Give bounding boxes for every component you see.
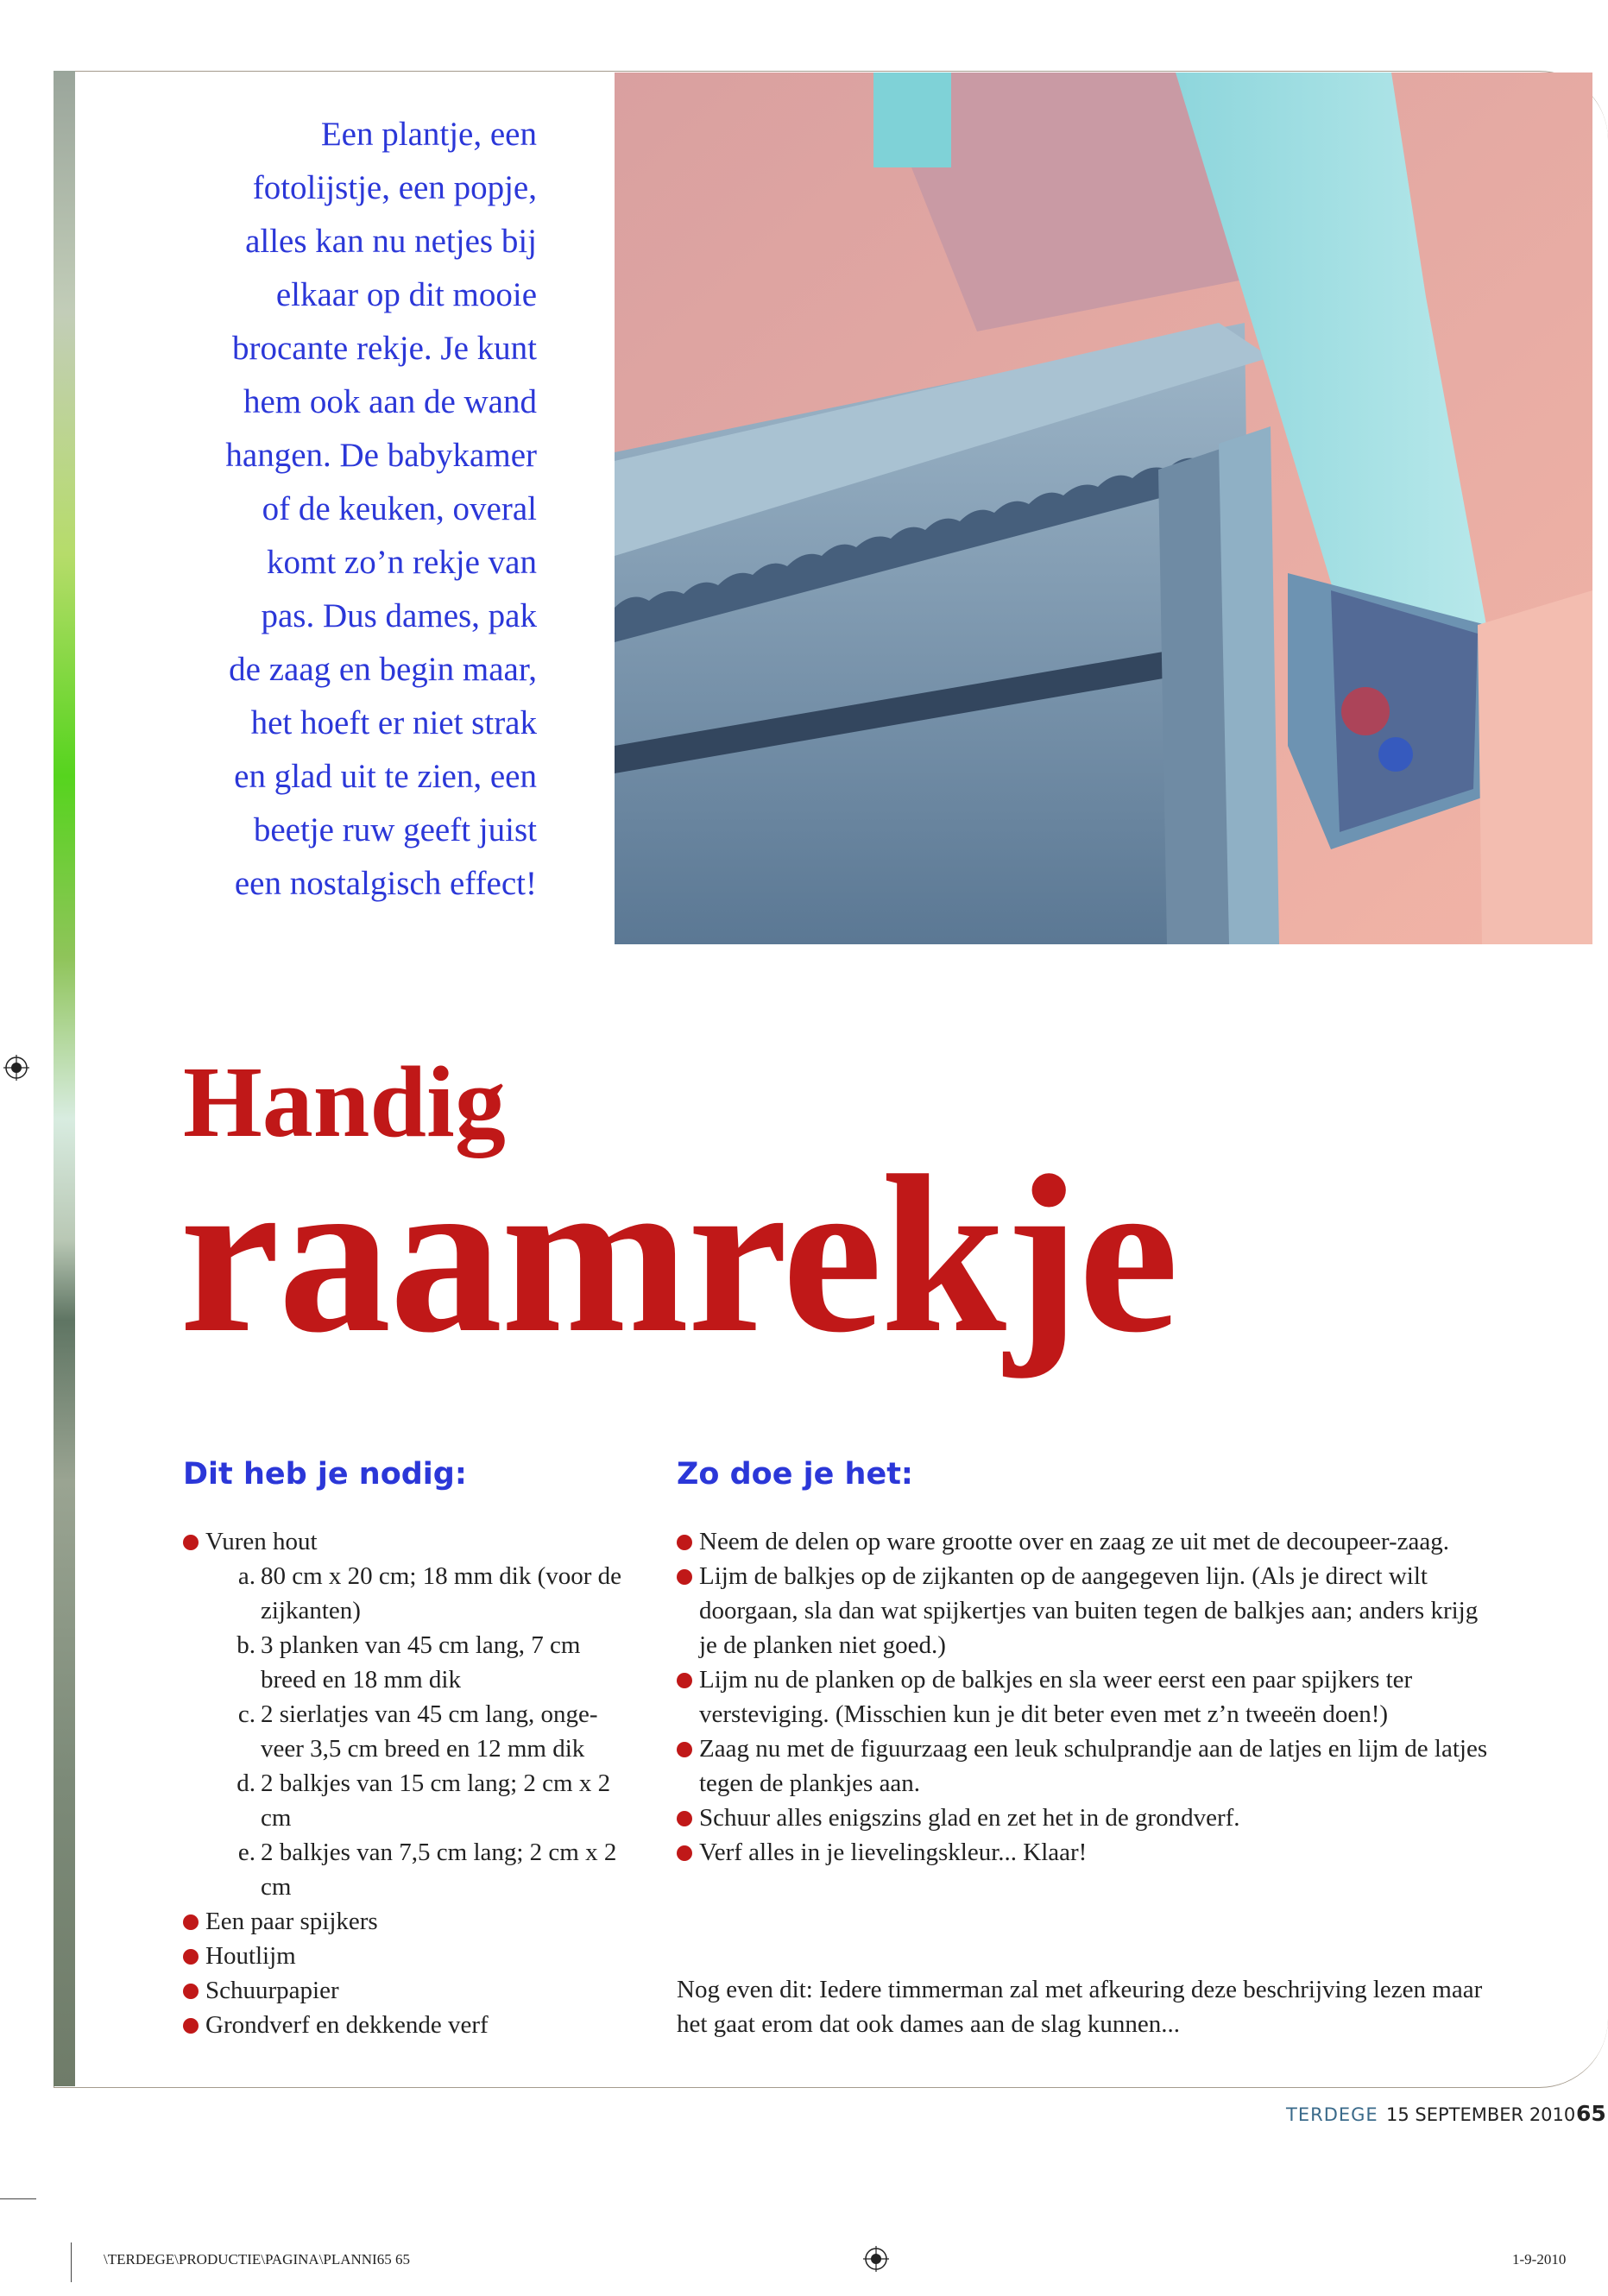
intro-line: brocante rekje. Je kunt: [231, 330, 537, 367]
intro-line: hangen. De babykamer: [225, 437, 537, 474]
wood-part-text: 2 sierlatjes van 45 cm lang, onge-veer 3,5 cm breed en 12 mm dik: [261, 1700, 598, 1763]
intro-line: een nostalgisch effect!: [234, 865, 537, 902]
wood-part-letter: d.: [236, 1769, 255, 1797]
wood-part-item: [212, 1697, 640, 1766]
wood-part-letter: a.: [237, 1562, 255, 1590]
wood-part-letter: e.: [237, 1839, 255, 1866]
wood-part-item: [212, 1835, 640, 1904]
needs-item-text: Schuurpapier: [205, 1977, 339, 2004]
bullet-dot-icon: [677, 1569, 692, 1585]
intro-line: elkaar op dit mooie: [275, 276, 537, 313]
intro-line: het hoeft er niet strak: [250, 704, 537, 741]
steps-heading: Zo doe je het:: [677, 1457, 913, 1492]
step-item: [677, 1662, 1488, 1731]
bullet-dot-icon: [677, 1845, 692, 1861]
crop-mark-line: [0, 2198, 36, 2199]
intro-line: fotolijstje, een popje,: [252, 169, 537, 206]
wood-label: Vuren hout: [205, 1528, 318, 1555]
list-item: [183, 2008, 640, 2042]
list-item: [183, 1973, 640, 2008]
intro-line: of de keuken, overal: [262, 490, 537, 527]
bullet-dot-icon: [677, 1742, 692, 1757]
registration-mark-icon: [3, 1055, 29, 1081]
steps-list: [677, 1524, 1488, 1870]
bullet-dot-icon: [677, 1535, 692, 1550]
intro-line: pas. Dus dames, pak: [261, 597, 537, 634]
footer-magazine: TERDEGE: [1286, 2104, 1378, 2125]
intro-line: hem ook aan de wand: [243, 383, 537, 420]
intro-line: komt zo’n rekje van: [267, 544, 537, 581]
wood-part-text: 2 balkjes van 15 cm lang; 2 cm x 2 cm: [261, 1769, 611, 1832]
wood-part-item: [212, 1628, 640, 1697]
bullet-dot-icon: [183, 2018, 199, 2034]
bullet-dot-icon: [183, 1984, 199, 1999]
intro-line: Een plantje, een: [320, 116, 537, 153]
intro-line: beetje ruw geeft juist: [253, 811, 537, 848]
slug-date: 1-9-2010: [1512, 2251, 1567, 2268]
needs-list: [183, 1524, 640, 2042]
rack-photo: [615, 73, 1592, 944]
step-item: [677, 1801, 1488, 1835]
wood-part-letter: c.: [237, 1700, 255, 1728]
closing-note: Nog even dit: Iedere timmerman zal met afkeuring deze beschrijving lezen maar het gaat erom dat ook dames aan de slag kunnen...: [677, 1976, 1483, 2038]
step-text: Lijm de balkjes op de zijkanten op de aangegeven lijn. (Als je direct wilt doorgaan, sla dan wat spijkertjes van buiten tegen de balkjes aan; anders krijg je de planken niet goed.): [699, 1562, 1479, 1659]
bullet-dot-icon: [183, 1535, 199, 1550]
list-item: [183, 1904, 640, 1939]
crop-mark-line: [71, 2242, 72, 2282]
needs-heading: Dit heb je nodig:: [183, 1457, 467, 1492]
footer-date: 15 SEPTEMBER 2010: [1386, 2104, 1576, 2125]
intro-paragraph: [147, 108, 537, 911]
needs-item-text: Houtlijm: [205, 1942, 296, 1970]
intro-line: alles kan nu netjes bij: [245, 223, 537, 260]
step-item: [677, 1559, 1488, 1662]
step-item: [677, 1524, 1488, 1559]
slug-path: \TERDEGE\PRODUCTIE\PAGINA\PLANNI65 65: [104, 2251, 410, 2268]
step-text: Zaag nu met de figuurzaag een leuk schulprandje aan de latjes en lijm de latjes tegen de plankjes aan.: [699, 1735, 1488, 1797]
bullet-dot-icon: [183, 1914, 199, 1930]
wood-part-text: 80 cm x 20 cm; 18 mm dik (voor de zijkanten): [261, 1562, 622, 1624]
title-raamrekje: raamrekje: [180, 1129, 1177, 1379]
step-text: Lijm nu de planken op de balkjes en sla weer eerst een paar spijkers ter versteviging. (Misschien kun je dit beter even met z’n tweeën doen!): [699, 1666, 1413, 1728]
wood-parts-list: [205, 1559, 640, 1904]
step-text: Schuur alles enigszins glad en zet het in de grondverf.: [699, 1804, 1240, 1832]
bullet-dot-icon: [677, 1811, 692, 1826]
bullet-dot-icon: [677, 1673, 692, 1688]
registration-mark-icon: [863, 2246, 889, 2272]
needs-item-text: Grondverf en dekkende verf: [205, 2011, 489, 2039]
photo-strip: [54, 71, 75, 2086]
intro-line: de zaag en begin maar,: [229, 651, 537, 688]
step-item: [677, 1731, 1488, 1801]
step-text: Verf alles in je lievelingskleur... Klaar!: [699, 1839, 1088, 1866]
intro-line: en glad uit te zien, een: [234, 758, 537, 795]
page-number: 65: [1576, 2101, 1606, 2126]
wood-part-text: 2 balkjes van 7,5 cm lang; 2 cm x 2 cm: [261, 1839, 617, 1901]
list-item: [183, 1524, 640, 1904]
step-item: [677, 1835, 1488, 1870]
list-item: [183, 1939, 640, 1973]
step-text: Neem de delen op ware grootte over en zaag ze uit met de decoupeer-zaag.: [699, 1528, 1449, 1555]
wood-part-item: [212, 1559, 640, 1628]
wood-part-text: 3 planken van 45 cm lang, 7 cm breed en 18 mm dik: [261, 1631, 581, 1694]
bullet-dot-icon: [183, 1949, 199, 1965]
needs-item-text: Een paar spijkers: [205, 1908, 378, 1935]
wood-part-item: [212, 1766, 640, 1835]
wood-part-letter: b.: [236, 1631, 255, 1659]
title-handig: Handig: [183, 1045, 506, 1158]
